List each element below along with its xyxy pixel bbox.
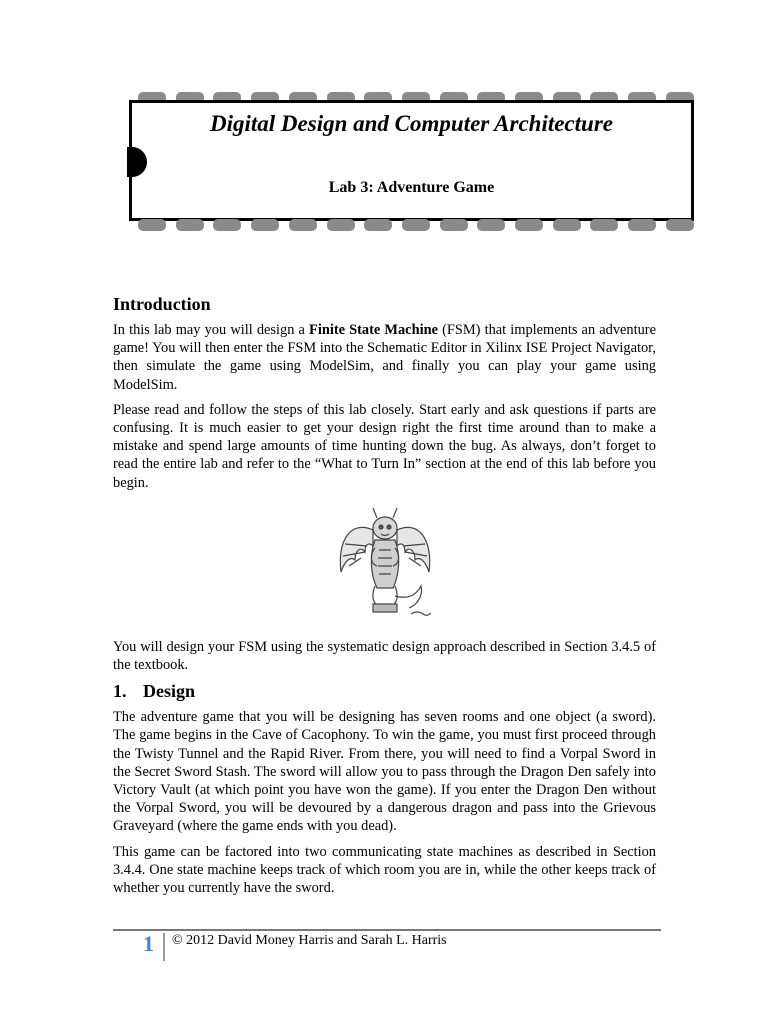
chip-pins-bottom [138,219,694,231]
design-heading [113,681,656,702]
introduction-heading: Introduction [113,294,211,314]
fsm-term: Finite State Machine [309,322,438,338]
page-number: 1 [143,931,154,956]
page-number-divider [163,933,165,961]
intro-paragraph-3: You will design your FSM using the systematic design approach described in Section 3.4.5 of the textbook. [113,638,656,674]
document-title: Digital Design and Computer Architecture [210,111,613,136]
lab-subtitle: Lab 3: Adventure Game [328,179,495,196]
intro-paragraph-2: Please read and follow the steps of this lab closely. Start early and ask questions if parts are confusing. It is much easier to get your design right the first time around than to make a mistake and spend large amounts of time hunting down the bug. As always, don’t forget to read the entire lab and refer to the “What to Turn In” section at the end of this lab before you begin. [113,401,656,491]
section-number: 1. [113,681,127,702]
design-heading-label: Design [143,681,196,702]
title-chip-box [129,100,694,221]
dragon-illustration-icon [331,500,439,622]
footer-rule [113,929,661,931]
intro-paragraph-1: In this lab may you will design a Finite State Machine (FSM) that implements an adventure game! You will then enter the FSM into the Schematic Editor in Xilinx ISE Project Navigator, then simulate the game using ModelSim, and finally you can play your game using ModelSim. [113,322,656,393]
design-paragraph-2: This game can be factored into two communicating state machines as described in Section 3.4.4. One state machine keeps track of which room you are in, while the other keeps track of whether you currently have the sword. [113,843,656,897]
copyright-text: © 2012 David Money Harris and Sarah L. Harris [172,933,447,948]
design-paragraph-1: The adventure game that you will be designing has seven rooms and one object (a sword). The game begins in the Cave of Cacophony. To win the game, you must first proceed through the Twisty Tunnel and the Rapid River. From there, you will need to find a Vorpal Sword in the Secret Sword Stash. The sword will allow you to pass through the Dragon Den safely into Victory Vault (at which point you have won the game). If you enter the Dragon Den without the Vorpal Sword, you will be devoured by a dangerous dragon and pass into the Grievous Graveyard (where the game ends with you dead). [113,709,656,835]
document-body [113,294,656,904]
